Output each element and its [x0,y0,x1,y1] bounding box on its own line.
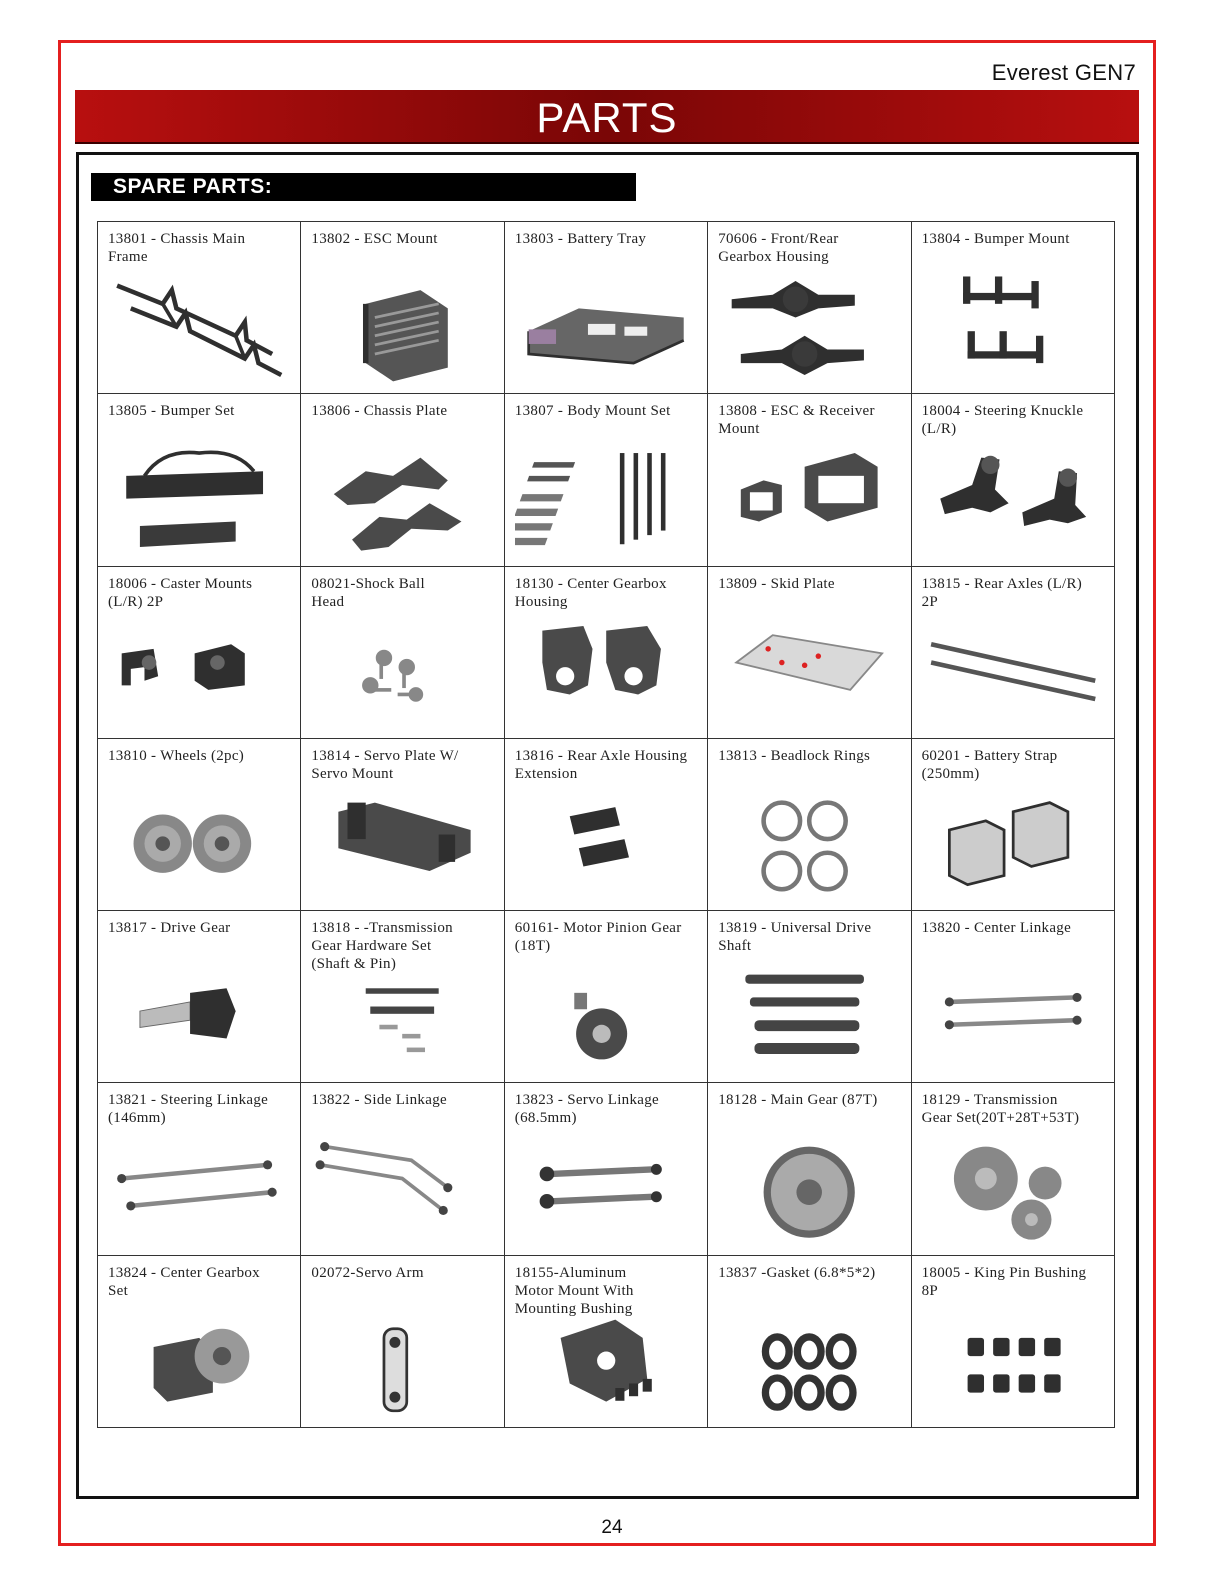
parts-grid [97,221,1115,1428]
section-title: SPARE PARTS: [113,175,273,198]
part-label: 13820 - Center Linkage [921,920,1072,937]
model-title: Everest GEN7 [991,60,1136,85]
king-pin-bushing-icon [922,1300,1104,1421]
bumper-set-icon [108,438,290,559]
part-label: 13817 - Drive Gear [108,920,231,937]
part-label: 13823 - Servo Linkage (68.5mm) [514,1092,659,1127]
esc-mount-icon [311,266,493,387]
part-cell [301,911,504,1083]
part-label: 18155-Aluminum Motor Mount With Mounting Bushing [514,1264,634,1317]
part-cell [301,739,504,911]
part-cell [708,1256,911,1428]
part-label: 13810 - Wheels (2pc) [108,747,245,764]
center-gearbox-set-icon [108,1300,290,1421]
drive-gear-icon [108,955,290,1076]
part-label: 13808 - ESC & Receiver Mount [718,403,875,438]
part-label: 13801 - Chassis Main Frame [108,231,246,265]
part-label: 13807 - Body Mount Set [514,403,671,420]
hardware-set-icon [311,955,493,1076]
part-label: 18128 - Main Gear (87T) [718,1092,878,1109]
part-label: 02072-Servo Arm [311,1264,424,1281]
part-cell [912,1256,1115,1428]
motor-mount-icon [515,1300,697,1421]
gearbox-housing-icon [718,266,900,387]
part-label: 13818 - -Transmission Gear Hardware Set (Shaft & Pin) [311,920,453,973]
part-cell [708,394,911,566]
part-label: 13804 - Bumper Mount [921,231,1070,247]
steering-knuckle-icon [922,438,1104,559]
part-cell [708,567,911,739]
drive-shaft-icon [718,955,900,1076]
part-cell [708,222,911,394]
part-cell [98,1256,301,1428]
servo-plate-icon [311,783,493,904]
part-cell [301,1083,504,1255]
part-label: 13822 - Side Linkage [311,1092,447,1109]
part-label: 13821 - Steering Linkage (146mm) [108,1092,269,1127]
part-cell [98,911,301,1083]
part-cell [912,394,1115,566]
axle-housing-extension-icon [515,783,697,904]
rear-axle-icon [922,611,1104,732]
caster-mount-icon [108,611,290,732]
part-label: 13809 - Skid Plate [718,575,835,592]
part-cell [505,222,708,394]
part-label: 13806 - Chassis Plate [311,403,448,420]
skid-plate-icon [718,611,900,732]
part-label: 18130 - Center Gearbox Housing [514,575,667,610]
part-cell [98,739,301,911]
part-cell [98,222,301,394]
part-cell [912,222,1115,394]
battery-strap-icon [922,783,1104,904]
part-cell [98,1083,301,1255]
part-cell [505,567,708,739]
part-label: 13815 - Rear Axles (L/R) 2P [921,575,1083,610]
part-cell [708,1083,911,1255]
part-label: 13805 - Bumper Set [108,403,235,420]
part-label: 13837 -Gasket (6.8*5*2) [718,1264,876,1281]
part-cell [505,911,708,1083]
center-linkage-icon [922,955,1104,1076]
shock-ball-head-icon [311,611,493,732]
bumper-mount-icon [922,266,1104,387]
part-cell [301,567,504,739]
part-label: 13803 - Battery Tray [514,231,647,247]
part-label: 13813 - Beadlock Rings [718,747,871,764]
part-cell [98,394,301,566]
part-cell [98,567,301,739]
esc-receiver-mount-icon [718,438,900,559]
part-label: 18004 - Steering Knuckle (L/R) [921,403,1084,438]
part-cell [912,739,1115,911]
part-cell [912,567,1115,739]
part-cell [301,222,504,394]
battery-tray-icon [515,266,697,387]
part-label: 13802 - ESC Mount [311,231,438,247]
transmission-gear-set-icon [922,1127,1104,1248]
part-label: 18129 - Transmission Gear Set(20T+28T+53T) [921,1092,1080,1127]
part-cell [505,1256,708,1428]
wheel-icon [108,783,290,904]
chassis-plate-icon [311,438,493,559]
part-label: 08021-Shock Ball Head [311,575,425,610]
part-label: 18005 - King Pin Bushing 8P [921,1264,1087,1299]
banner-title: PARTS [536,94,678,141]
part-cell [708,911,911,1083]
main-gear-icon [718,1127,900,1248]
part-label: 13816 - Rear Axle Housing Extension [514,747,688,782]
part-cell [301,394,504,566]
side-linkage-icon [311,1127,493,1248]
servo-arm-icon [311,1300,493,1421]
parts-banner [75,90,1139,144]
steering-linkage-icon [108,1127,290,1248]
part-cell [505,739,708,911]
part-cell [505,1083,708,1255]
part-cell [912,1083,1115,1255]
pinion-gear-icon [515,955,697,1076]
chassis-frame-icon [108,266,290,387]
part-cell [505,394,708,566]
part-cell [912,911,1115,1083]
part-cell [708,739,911,911]
page-number: 24 [601,1517,623,1538]
part-cell [301,1256,504,1428]
body-mount-set-icon [515,438,697,559]
gasket-icon [718,1300,900,1421]
section-header [91,173,636,201]
servo-linkage-icon [515,1127,697,1248]
beadlock-ring-icon [718,783,900,904]
part-label: 13819 - Universal Drive Shaft [718,920,872,955]
part-label: 70606 - Front/Rear Gearbox Housing [718,231,839,265]
part-label: 60201 - Battery Strap (250mm) [921,747,1058,782]
center-gearbox-housing-icon [515,611,697,732]
part-label: 13824 - Center Gearbox Set [108,1264,260,1299]
part-label: 18006 - Caster Mounts (L/R) 2P [108,575,253,610]
part-label: 60161- Motor Pinion Gear (18T) [514,920,682,955]
part-label: 13814 - Servo Plate W/ Servo Mount [311,747,459,782]
